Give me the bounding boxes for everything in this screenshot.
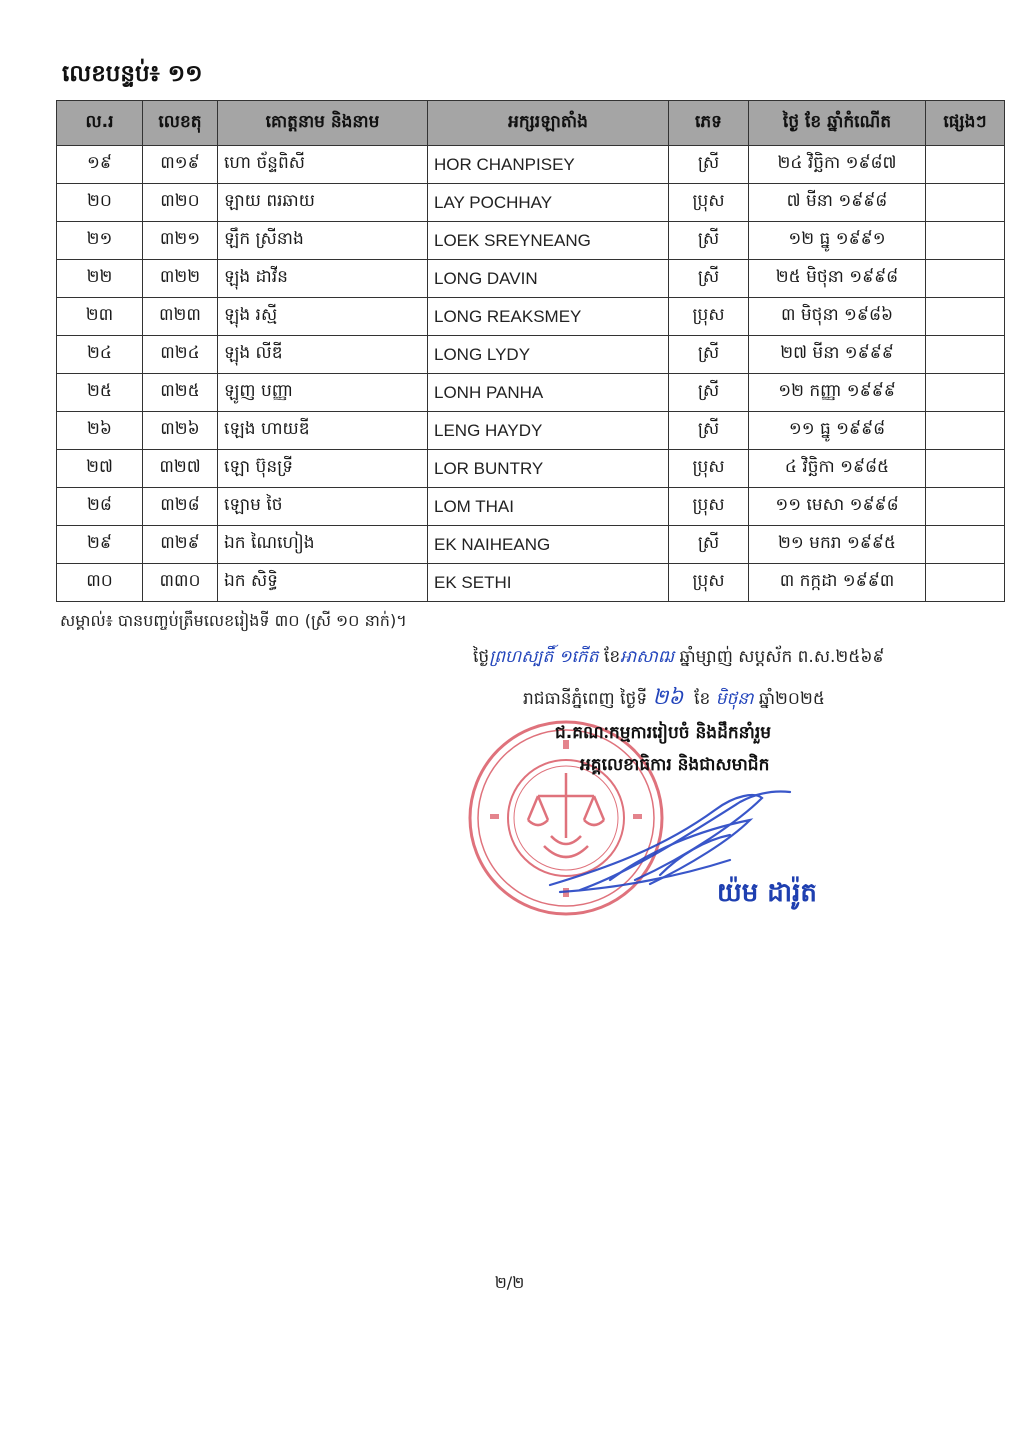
table-row [57,564,1005,602]
header-cell: ថ្ងៃ ខែ ឆ្នាំកំណើត [749,101,926,146]
table-row [57,336,1005,374]
gender-cell: ស្រី [669,222,749,260]
header-cell: ផ្សេងៗ [926,101,1005,146]
row-index-cell: ២៧ [57,450,143,488]
table-row [57,222,1005,260]
header-cell: ភេទ [669,101,749,146]
desk-number-cell: ៣២០ [143,184,218,222]
year-text: ឆ្នាំ២០២៥ [758,689,825,709]
row-index-cell: ២០ [57,184,143,222]
remarks-cell [926,146,1005,184]
header-cell: លេខតុ [143,101,218,146]
gender-cell: ប្រុស [669,564,749,602]
remarks-cell [926,298,1005,336]
khmer-name-cell: ឯក ណៃហៀង [218,526,428,564]
row-index-cell: ២៣ [57,298,143,336]
lunar-day-handwritten: ព្រហស្បតិ៍ ១កើត [489,647,599,667]
committee-title: ជ.គណៈកម្មការរៀបចំ និងដឹកនាំរួម [555,723,772,743]
birth-date-cell: ២៥ មិថុនា ១៩៩៨ [749,260,926,298]
table-row [57,412,1005,450]
month-handwritten: មិថុនា [715,689,754,709]
day-handwritten: ២៦ [652,685,684,709]
latin-name-cell: HOR CHANPISEY [428,146,669,184]
signer-position: អគ្គលេខាធិការ និងជាសមាជិក [580,755,770,775]
desk-number-cell: ៣២៨ [143,488,218,526]
table-row [57,488,1005,526]
header-cell: អក្សរឡាតាំង [428,101,669,146]
row-index-cell: ២៦ [57,412,143,450]
row-index-cell: ២៥ [57,374,143,412]
birth-date-cell: ១១ ធ្នូ ១៩៩៨ [749,412,926,450]
gender-cell: ប្រុស [669,488,749,526]
gender-cell: ស្រី [669,336,749,374]
khmer-name-cell: ឯក សិទ្ធិ [218,564,428,602]
birth-date-cell: ២៤ វិច្ឆិកា ១៩៨៧ [749,146,926,184]
gender-cell: ប្រុស [669,184,749,222]
gender-cell: ស្រី [669,260,749,298]
birth-date-cell: ៧ មីនា ១៩៩៨ [749,184,926,222]
row-index-cell: ២៨ [57,488,143,526]
header-cell: គោត្តនាម និងនាម [218,101,428,146]
signer-name: យ៉ម ដារ៉ូត [717,878,817,908]
remarks-cell [926,374,1005,412]
gender-cell: ស្រី [669,412,749,450]
khmer-name-cell: ឡាយ ពរឆាយ [218,184,428,222]
remarks-cell [926,336,1005,374]
month-label: ខែ [694,689,711,709]
header-cell: ល.រ [57,101,143,146]
birth-date-cell: ១២ កញ្ញា ១៩៩៩ [749,374,926,412]
remarks-cell [926,564,1005,602]
gender-cell: ស្រី [669,146,749,184]
room-number-title: លេខបន្ទប់៖ ១១ [62,61,203,87]
page-number: ២/២ [494,1273,525,1292]
birth-date-cell: ២១ មករា ១៩៩៥ [749,526,926,564]
row-index-cell: ២២ [57,260,143,298]
row-index-cell: ២៩ [57,526,143,564]
gender-cell: ស្រី [669,526,749,564]
latin-name-cell: LENG HAYDY [428,412,669,450]
desk-number-cell: ៣៣០ [143,564,218,602]
birth-date-cell: ៣ កក្កដា ១៩៩៣ [749,564,926,602]
latin-name-cell: LOM THAI [428,488,669,526]
desk-number-cell: ៣២១ [143,222,218,260]
birth-date-cell: ៤ វិច្ឆិកា ១៩៨៥ [749,450,926,488]
lunar-date-prefix: ថ្ងៃ [473,647,490,667]
latin-name-cell: LONH PANHA [428,374,669,412]
table-row [57,146,1005,184]
desk-number-cell: ៣២៥ [143,374,218,412]
khmer-name-cell: ឡោ ប៊ុនទ្រី [218,450,428,488]
note-text: សម្គាល់៖ បានបញ្ចប់ត្រឹមលេខរៀងទី ៣០ (ស្រី ១០ នាក់)។ [60,611,407,630]
remarks-cell [926,260,1005,298]
desk-number-cell: ៣២៤ [143,336,218,374]
desk-number-cell: ៣២២ [143,260,218,298]
desk-number-cell: ៣២៦ [143,412,218,450]
khmer-name-cell: ឡោម ថៃ [218,488,428,526]
desk-number-cell: ៣១៩ [143,146,218,184]
gender-cell: ស្រី [669,374,749,412]
latin-name-cell: EK SETHI [428,564,669,602]
table-row [57,374,1005,412]
birth-date-cell: ១២ ធ្នូ ១៩៩១ [749,222,926,260]
latin-name-cell: LOR BUNTRY [428,450,669,488]
gender-cell: ប្រុស [669,298,749,336]
latin-name-cell: LONG REAKSMEY [428,298,669,336]
row-index-cell: ៣០ [57,564,143,602]
table-row [57,298,1005,336]
remarks-cell [926,450,1005,488]
latin-name-cell: LAY POCHHAY [428,184,669,222]
remarks-cell [926,412,1005,450]
desk-number-cell: ៣២៣ [143,298,218,336]
khmer-name-cell: ឡុង លីឌី [218,336,428,374]
birth-date-cell: ១១ មេសា ១៩៩៨ [749,488,926,526]
birth-date-cell: ២៧ មីនា ១៩៩៩ [749,336,926,374]
lunar-year-text: ឆ្នាំម្សាញ់ សប្តស័ក ព.ស.២៥៦៩ [679,647,885,667]
lunar-month-label: ខែ [603,647,621,667]
khmer-name-cell: ហោ ច័ន្ទពិសី [218,146,428,184]
city-day-label: រាជធានីភ្នំពេញ ថ្ងៃទី [523,689,648,709]
lunar-month-handwritten: អាសាឍ [620,647,675,667]
table-row [57,260,1005,298]
khmer-name-cell: ឡុង រស្មី [218,298,428,336]
handwritten-signature-icon [540,780,800,900]
table-header-row [57,101,1005,146]
remarks-cell [926,488,1005,526]
birth-date-cell: ៣ មិថុនា ១៩៨៦ [749,298,926,336]
candidate-table [56,100,1005,602]
latin-name-cell: LOEK SREYNEANG [428,222,669,260]
khmer-name-cell: ឡេង ហាយឌី [218,412,428,450]
table-row [57,184,1005,222]
lunar-date-line [473,646,884,671]
gregorian-date-line [523,684,825,715]
desk-number-cell: ៣២៧ [143,450,218,488]
table-row [57,526,1005,564]
row-index-cell: ២៤ [57,336,143,374]
khmer-name-cell: ឡូញ បញ្ញា [218,374,428,412]
gender-cell: ប្រុស [669,450,749,488]
latin-name-cell: EK NAIHEANG [428,526,669,564]
remarks-cell [926,184,1005,222]
khmer-name-cell: ឡុង ដាវីន [218,260,428,298]
remarks-cell [926,526,1005,564]
row-index-cell: ២១ [57,222,143,260]
latin-name-cell: LONG DAVIN [428,260,669,298]
remarks-cell [926,222,1005,260]
latin-name-cell: LONG LYDY [428,336,669,374]
desk-number-cell: ៣២៩ [143,526,218,564]
khmer-name-cell: ឡឹក ស្រីនាង [218,222,428,260]
table-row [57,450,1005,488]
row-index-cell: ១៩ [57,146,143,184]
